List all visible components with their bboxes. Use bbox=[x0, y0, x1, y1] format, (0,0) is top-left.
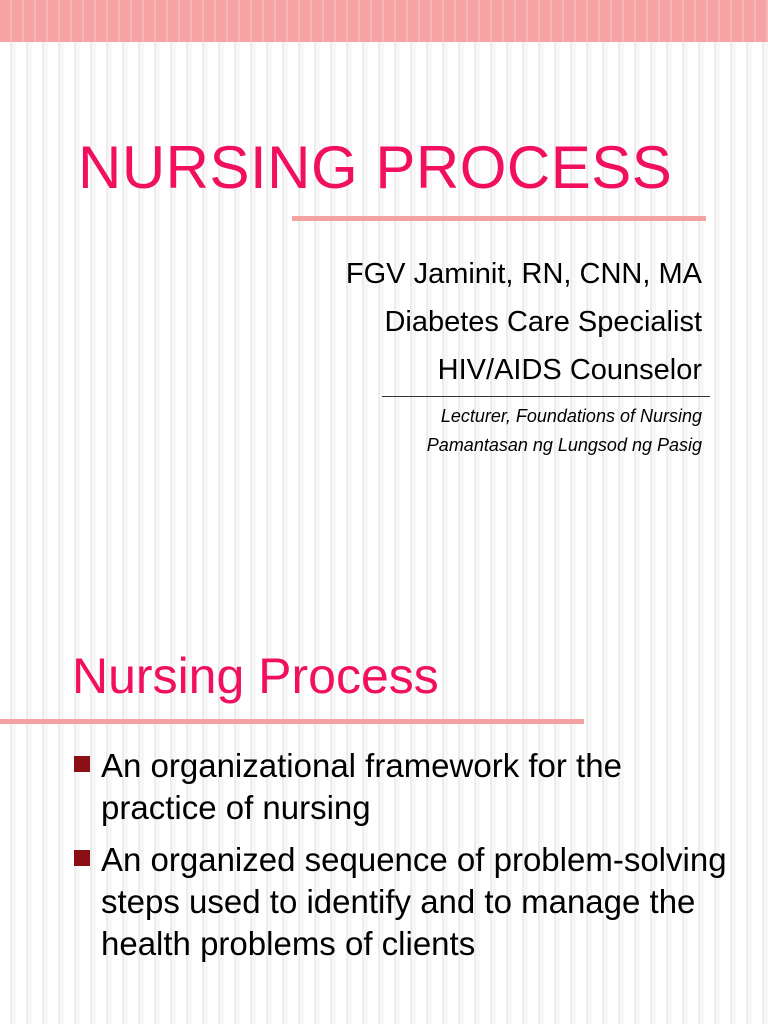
affiliation-block bbox=[427, 402, 702, 460]
slide-2-underline bbox=[0, 719, 584, 724]
bullet-text: An organizational framework for the practice of nursing bbox=[101, 747, 622, 826]
author-block bbox=[346, 250, 702, 394]
author-title-2: HIV/AIDS Counselor bbox=[437, 354, 702, 386]
slide-2-heading: Nursing Process bbox=[72, 648, 439, 704]
author-name: FGV Jaminit, RN, CNN, MA bbox=[345, 258, 702, 290]
list-item bbox=[72, 745, 742, 829]
bullet-list bbox=[72, 745, 742, 975]
affiliation-divider bbox=[382, 396, 710, 397]
list-item bbox=[72, 839, 742, 965]
bullet-text: An organized sequence of problem-solving steps used to identify and to manage the health problems of clients bbox=[101, 841, 727, 962]
title-underline bbox=[292, 216, 706, 221]
square-bullet-icon bbox=[74, 756, 90, 772]
affiliation-institution: Pamantasan ng Lungsod ng Pasig bbox=[426, 435, 702, 455]
square-bullet-icon bbox=[74, 850, 90, 866]
affiliation-role: Lecturer, Foundations of Nursing bbox=[440, 406, 702, 426]
top-decorative-band bbox=[0, 0, 768, 42]
author-title-1: Diabetes Care Specialist bbox=[384, 306, 702, 338]
slide-title-heading: NURSING PROCESS bbox=[78, 134, 673, 201]
